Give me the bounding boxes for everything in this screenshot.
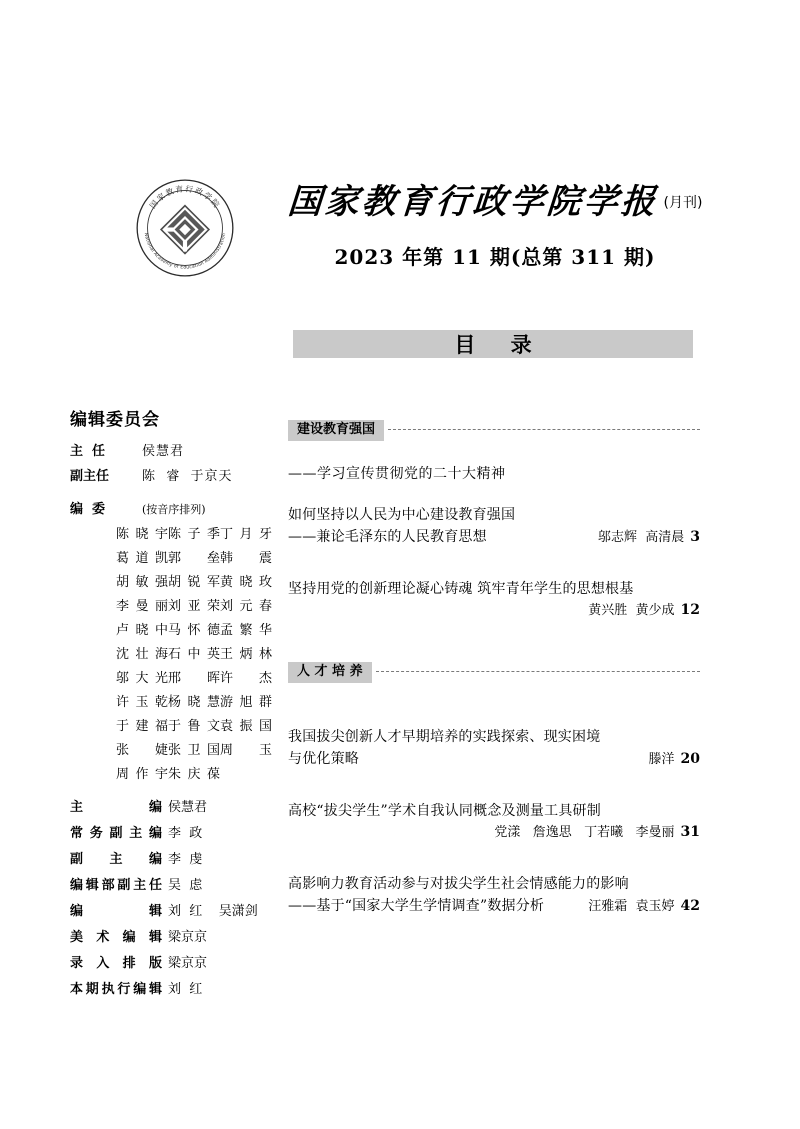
toc-entry-page: 20 bbox=[680, 751, 700, 768]
member-name: 周 玉 bbox=[220, 743, 272, 758]
member-name bbox=[220, 763, 272, 782]
toc-entry-title: 如何坚持以人民为中心建设教育强国 bbox=[288, 507, 516, 524]
toc-column bbox=[288, 420, 700, 917]
masthead bbox=[0, 160, 800, 300]
staff-value: 梁京京 bbox=[168, 956, 208, 971]
staff-value: 刘 红 bbox=[168, 982, 203, 997]
member-row bbox=[70, 643, 270, 662]
board-members-header bbox=[70, 498, 270, 517]
staff-label: 录入排版 bbox=[70, 956, 162, 971]
staff-value: 吴 虑 bbox=[168, 878, 203, 893]
member-name: 陈子季 bbox=[168, 527, 220, 542]
member-row bbox=[70, 715, 270, 734]
staff-value: 李 虔 bbox=[168, 852, 203, 867]
title-block bbox=[280, 174, 710, 270]
board-role-chairman bbox=[70, 440, 270, 459]
member-name: 葛道凯 bbox=[116, 551, 168, 566]
toc-entry-subtitle: ——兼论毛泽东的人民教育思想 bbox=[288, 528, 487, 545]
toc-entry-page: 12 bbox=[680, 602, 700, 619]
toc-entry-authors: 滕洋 bbox=[648, 752, 675, 768]
staff-label: 美术编辑 bbox=[70, 930, 162, 945]
section-subtitle: ——学习宣传贯彻党的二十大精神 bbox=[288, 466, 506, 483]
member-name: 韩 震 bbox=[220, 551, 272, 566]
staff-row-editors bbox=[70, 900, 270, 919]
member-name: 李曼丽 bbox=[116, 599, 168, 614]
member-row bbox=[70, 547, 270, 566]
toc-entry-authors: 党漾 詹逸思 丁若曦 李曼丽 bbox=[494, 825, 675, 841]
toc-entry-subtitle-line bbox=[288, 896, 700, 918]
role-label: 副主任 bbox=[70, 469, 110, 484]
staff-label: 主编 bbox=[70, 800, 162, 815]
member-name: 沈壮海 bbox=[116, 647, 168, 662]
staff-value: 李 政 bbox=[168, 826, 203, 841]
toc-banner bbox=[293, 330, 693, 358]
member-name: 郭 垒 bbox=[168, 551, 220, 566]
member-name: 于鲁文 bbox=[168, 719, 220, 734]
toc-entry[interactable] bbox=[288, 727, 700, 770]
member-name: 孟繁华 bbox=[220, 623, 272, 638]
member-name: 邢 晖 bbox=[168, 671, 220, 686]
toc-entry-meta bbox=[576, 896, 700, 918]
academy-seal-icon bbox=[133, 176, 237, 280]
member-name: 陈晓宇 bbox=[116, 527, 168, 542]
toc-entry-authors: 汪雅霜 袁玉婷 bbox=[588, 898, 675, 914]
toc-banner-label: 目 录 bbox=[454, 332, 546, 357]
toc-entry-authors: 邬志辉 高清晨 bbox=[597, 529, 685, 545]
staff-label: 副主编 bbox=[70, 852, 162, 867]
member-name: 于建福 bbox=[116, 719, 168, 734]
toc-entry-meta bbox=[586, 527, 700, 549]
toc-entry-title-line bbox=[288, 727, 700, 749]
member-name: 游旭群 bbox=[220, 695, 272, 710]
role-label: 主 任 bbox=[70, 444, 106, 459]
toc-entry-page: 31 bbox=[680, 824, 700, 841]
board-members-list bbox=[70, 523, 270, 782]
staff-label: 编辑 bbox=[70, 904, 162, 919]
journal-title: 国家教育行政学院学报 bbox=[285, 182, 659, 222]
member-row bbox=[70, 523, 270, 542]
member-name: 卢晓中 bbox=[116, 623, 168, 638]
journal-frequency: (月刊) bbox=[663, 195, 703, 211]
members-label: 编 委 bbox=[70, 502, 106, 517]
member-name: 丁月牙 bbox=[220, 527, 272, 542]
toc-entry[interactable] bbox=[288, 874, 700, 917]
member-name: 刘元春 bbox=[220, 599, 272, 614]
journal-logo bbox=[133, 176, 237, 280]
toc-entry-meta-line bbox=[288, 600, 700, 622]
toc-entry-title: 坚持用党的创新理论凝心铸魂 筑牢青年学生的思想根基 bbox=[288, 580, 634, 597]
editorial-board-heading: 编辑委员会 bbox=[70, 410, 160, 430]
section-header-jiansheJiaoyuQiangguo bbox=[288, 420, 700, 441]
section-rule bbox=[376, 671, 700, 672]
member-name: 马怀德 bbox=[168, 623, 220, 638]
toc-entry[interactable] bbox=[288, 505, 700, 548]
toc-entry-subtitle: 与优化策略 bbox=[288, 751, 359, 768]
member-name: 胡锐军 bbox=[168, 575, 220, 590]
staff-row-art-editor bbox=[70, 926, 270, 945]
svg-text:国家教育行政学院: 国家教育行政学院 bbox=[148, 184, 222, 211]
member-name: 石中英 bbox=[168, 647, 220, 662]
section-rule bbox=[388, 429, 700, 430]
section-chip: 人 才 培 养 bbox=[288, 662, 372, 683]
toc-entry-title-line bbox=[288, 801, 700, 823]
member-row bbox=[70, 571, 270, 590]
role-value: 陈 睿 于京天 bbox=[142, 469, 233, 484]
member-name: 朱庆葆 bbox=[168, 767, 220, 782]
member-name: 刘亚荣 bbox=[168, 599, 220, 614]
section-chip: 建设教育强国 bbox=[288, 420, 384, 441]
toc-entry-meta bbox=[637, 749, 701, 771]
editorial-board-column bbox=[70, 405, 270, 1004]
toc-entry-title-line bbox=[288, 579, 700, 601]
staff-row-deputy-editor bbox=[70, 848, 270, 867]
staff-value: 梁京京 bbox=[168, 930, 208, 945]
section-header-rencaiPeiyang bbox=[288, 662, 700, 683]
staff-row-executive-deputy-editor bbox=[70, 822, 270, 841]
member-row bbox=[70, 667, 270, 686]
toc-entry-title-line bbox=[288, 874, 700, 896]
issue-line: 2023 年第 11 期(总第 311 期) bbox=[334, 245, 656, 269]
role-value: 侯慧君 bbox=[142, 444, 185, 459]
member-name: 张 婕 bbox=[116, 743, 168, 758]
members-note: (按音序排列) bbox=[142, 503, 206, 516]
staff-label: 本期执行编辑 bbox=[70, 982, 162, 997]
toc-entry-subtitle: ——基于“国家大学生学情调查”数据分析 bbox=[288, 897, 545, 914]
member-name: 黄晓玫 bbox=[220, 575, 272, 590]
toc-entry[interactable] bbox=[288, 801, 700, 844]
toc-entry-meta-line bbox=[288, 822, 700, 844]
member-name: 王炳林 bbox=[220, 647, 272, 662]
editorial-staff-list bbox=[70, 796, 270, 997]
member-name: 胡敏强 bbox=[116, 575, 168, 590]
staff-row-issue-editor bbox=[70, 978, 270, 997]
member-name: 周作宇 bbox=[116, 767, 168, 782]
member-row bbox=[70, 595, 270, 614]
member-name: 许 杰 bbox=[220, 671, 272, 686]
member-name: 邬大光 bbox=[116, 671, 168, 686]
board-role-vice-chairman bbox=[70, 465, 270, 484]
staff-row-typesetting bbox=[70, 952, 270, 971]
member-row bbox=[70, 691, 270, 710]
member-name: 许玉乾 bbox=[116, 695, 168, 710]
staff-value: 侯慧君 bbox=[168, 800, 208, 815]
toc-entry-title: 高影响力教育活动参与对拔尖学生社会情感能力的影响 bbox=[288, 876, 629, 893]
member-row bbox=[70, 619, 270, 638]
member-name: 杨晓慧 bbox=[168, 695, 220, 710]
member-row bbox=[70, 763, 270, 782]
staff-label: 编辑部副主任 bbox=[70, 878, 162, 893]
member-name: 袁振国 bbox=[220, 719, 272, 734]
staff-label: 常务副主编 bbox=[70, 826, 162, 841]
toc-entry-title-line bbox=[288, 505, 700, 527]
toc-entry-page: 3 bbox=[690, 528, 700, 545]
toc-entry-title: 我国拔尖创新人才早期培养的实践探索、现实困境 bbox=[288, 729, 601, 746]
staff-row-deputy-director bbox=[70, 874, 270, 893]
toc-entry-authors: 黄兴胜 黄少成 bbox=[588, 603, 675, 619]
toc-entry-page: 42 bbox=[680, 897, 700, 914]
svg-text:National Academy of Education: National Academy of Education Administration bbox=[142, 232, 228, 271]
toc-entry[interactable] bbox=[288, 579, 700, 622]
toc-entry-title: 高校“拔尖学生”学术自我认同概念及测量工具研制 bbox=[288, 802, 601, 819]
toc-entry-subtitle-line bbox=[288, 749, 700, 771]
member-name: 张卫国 bbox=[168, 743, 220, 758]
staff-row-editor-in-chief bbox=[70, 796, 270, 815]
staff-value: 刘 红 吴潇剑 bbox=[168, 904, 258, 919]
toc-entry-subtitle-line bbox=[288, 527, 700, 549]
member-row bbox=[70, 739, 270, 758]
